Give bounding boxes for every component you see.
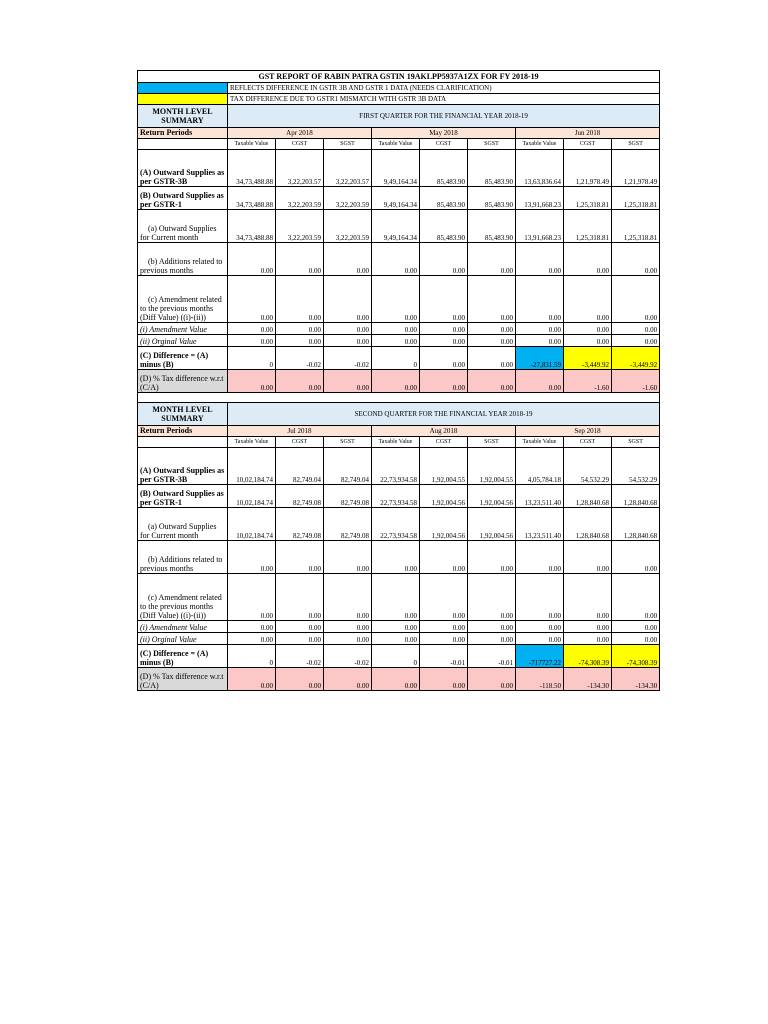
value-cell: 3,22,203.59: [324, 210, 372, 243]
value-cell: 0.00: [324, 621, 372, 633]
value-cell: 3,22,203.57: [324, 150, 372, 187]
value-cell: -0.01: [468, 645, 516, 668]
column-header: Taxable Value: [516, 437, 564, 448]
data-row-b-a: [138, 508, 660, 541]
row-label: (B) Outward Supplies as per GSTR-1: [138, 485, 228, 508]
value-cell: 0.00: [516, 621, 564, 633]
value-cell: 0.00: [372, 370, 420, 393]
value-cell: 0.00: [516, 276, 564, 323]
value-cell: 82,749.08: [324, 508, 372, 541]
value-cell: 0.00: [372, 323, 420, 335]
column-header-row: [138, 139, 660, 150]
value-cell: 0.00: [516, 243, 564, 276]
value-cell: 0.00: [516, 370, 564, 393]
value-cell: 9,49,164.34: [372, 187, 420, 210]
value-cell: 0.00: [564, 276, 612, 323]
value-cell: 1,92,004.55: [468, 448, 516, 485]
column-header: SGST: [612, 437, 660, 448]
value-cell: 0.00: [468, 633, 516, 645]
value-cell: 0.00: [228, 323, 276, 335]
value-cell: 0.00: [468, 541, 516, 574]
row-label: (A) Outward Supplies as per GSTR-3B: [138, 448, 228, 485]
value-cell: 0.00: [564, 541, 612, 574]
value-cell: 0.00: [468, 621, 516, 633]
row-label: (B) Outward Supplies as per GSTR-1: [138, 187, 228, 210]
value-cell: 0.00: [276, 574, 324, 621]
data-row-c: [138, 645, 660, 668]
data-row-b: [138, 485, 660, 508]
value-cell: 0.00: [324, 243, 372, 276]
value-cell: -0.02: [324, 645, 372, 668]
value-cell: 0.00: [324, 335, 372, 347]
value-cell: 13,23,511.40: [516, 508, 564, 541]
value-cell: 22,73,934.58: [372, 485, 420, 508]
value-cell: 0.00: [276, 633, 324, 645]
value-cell: 1,92,004.56: [420, 485, 468, 508]
value-cell: 0.00: [420, 621, 468, 633]
value-cell: 1,25,318.81: [612, 187, 660, 210]
legend-text-yellow: TAX DIFFERENCE DUE TO GSTR1 MISMATCH WITH GSTR 3B DATA: [228, 94, 660, 105]
value-cell: 0.00: [468, 276, 516, 323]
quarter-spacer: [138, 393, 660, 403]
data-row-b-c: [138, 276, 660, 323]
column-header: CGST: [564, 139, 612, 150]
value-cell: 0.00: [612, 621, 660, 633]
value-cell: 0.00: [564, 323, 612, 335]
value-cell: 3,22,203.57: [276, 150, 324, 187]
value-cell: 0.00: [420, 574, 468, 621]
value-cell: 82,749.08: [276, 508, 324, 541]
value-cell: 0.00: [612, 633, 660, 645]
value-cell: 0.00: [564, 243, 612, 276]
value-cell: 0.00: [468, 347, 516, 370]
value-cell: 1,25,318.81: [612, 210, 660, 243]
value-cell: 0.00: [468, 323, 516, 335]
value-cell: 1,92,004.56: [468, 508, 516, 541]
data-row-d: [138, 370, 660, 393]
value-cell: 0.00: [276, 370, 324, 393]
value-cell: 0.00: [420, 633, 468, 645]
value-cell: 82,749.08: [276, 485, 324, 508]
value-cell: -3,449.92: [612, 347, 660, 370]
row-label: (a) Outward Supplies for Current month: [138, 210, 228, 243]
value-cell: 34,73,488.88: [228, 210, 276, 243]
row-label: (ii) Orginal Value: [138, 335, 228, 347]
value-cell: 34,73,488.88: [228, 187, 276, 210]
row-label: (c) Amendment related to the previous months (Diff Value) ((i)-(ii)): [138, 574, 228, 621]
column-header: CGST: [420, 437, 468, 448]
data-row-i: [138, 621, 660, 633]
value-cell: 0.00: [564, 621, 612, 633]
value-cell: -0.01: [420, 645, 468, 668]
value-cell: 0: [372, 645, 420, 668]
value-cell: -74,308.39: [564, 645, 612, 668]
value-cell: 0.00: [612, 323, 660, 335]
value-cell: 0.00: [324, 370, 372, 393]
value-cell: 0.00: [420, 243, 468, 276]
data-row-a: [138, 150, 660, 187]
report-title: GST REPORT OF RABIN PATRA GSTIN 19AKLPP5937A1ZX FOR FY 2018-19: [138, 71, 660, 83]
value-cell: 1,21,978.49: [612, 150, 660, 187]
data-row-b-b: [138, 541, 660, 574]
month-label: May 2018: [372, 128, 516, 139]
value-cell: 0.00: [324, 574, 372, 621]
value-cell: -118.50: [516, 668, 564, 691]
value-cell: -0.02: [276, 645, 324, 668]
value-cell: 0.00: [372, 621, 420, 633]
value-cell: -134.30: [612, 668, 660, 691]
column-header: CGST: [276, 139, 324, 150]
value-cell: 22,73,934.58: [372, 448, 420, 485]
value-cell: 54,532.29: [564, 448, 612, 485]
column-header: SGST: [324, 139, 372, 150]
value-cell: 0.00: [372, 574, 420, 621]
value-cell: 0: [228, 347, 276, 370]
value-cell: 85,483.90: [468, 187, 516, 210]
value-cell: 0.00: [420, 335, 468, 347]
legend-swatch-blue: [138, 83, 228, 94]
value-cell: 10,02,184.74: [228, 448, 276, 485]
value-cell: 10,02,184.74: [228, 485, 276, 508]
value-cell: 0.00: [324, 633, 372, 645]
value-cell: 0.00: [276, 541, 324, 574]
value-cell: 0.00: [468, 668, 516, 691]
value-cell: 0.00: [516, 633, 564, 645]
row-label: (i) Amendment Value: [138, 621, 228, 633]
quarter-header-row: [138, 403, 660, 426]
row-label: (C) Difference = (A) minus (B): [138, 347, 228, 370]
column-header: CGST: [564, 437, 612, 448]
value-cell: 0.00: [468, 335, 516, 347]
data-row-d: [138, 668, 660, 691]
value-cell: 13,91,668.23: [516, 187, 564, 210]
value-cell: 0.00: [420, 370, 468, 393]
column-header: Taxable Value: [228, 139, 276, 150]
value-cell: 0.00: [516, 541, 564, 574]
value-cell: 0.00: [420, 347, 468, 370]
value-cell: -3,449.92: [564, 347, 612, 370]
data-row-i: [138, 323, 660, 335]
value-cell: -27,831.59: [516, 347, 564, 370]
value-cell: 3,22,203.59: [324, 187, 372, 210]
data-row-b-b: [138, 243, 660, 276]
row-label: (b) Additions related to previous months: [138, 541, 228, 574]
month-level-summary-label: MONTH LEVEL SUMMARY: [138, 403, 228, 426]
value-cell: 0.00: [276, 323, 324, 335]
column-header-blank: [138, 437, 228, 448]
row-label: (D) % Tax difference w.r.t (C/A): [138, 668, 228, 691]
row-label: (D) % Tax difference w.r.t (C/A): [138, 370, 228, 393]
value-cell: 0.00: [612, 335, 660, 347]
value-cell: 13,91,668.23: [516, 210, 564, 243]
value-cell: 0.00: [372, 335, 420, 347]
value-cell: 0.00: [228, 370, 276, 393]
value-cell: 34,73,488.88: [228, 150, 276, 187]
return-periods-row: [138, 128, 660, 139]
data-row-b-c: [138, 574, 660, 621]
value-cell: 0.00: [468, 370, 516, 393]
value-cell: 1,92,004.55: [420, 448, 468, 485]
value-cell: 85,483.90: [420, 187, 468, 210]
value-cell: 0.00: [564, 335, 612, 347]
data-row-b: [138, 187, 660, 210]
value-cell: 0.00: [228, 541, 276, 574]
column-header: Taxable Value: [372, 139, 420, 150]
month-label: Apr 2018: [228, 128, 372, 139]
legend-swatch-yellow: [138, 94, 228, 105]
value-cell: 0.00: [324, 668, 372, 691]
spacer-cell: [138, 393, 660, 403]
value-cell: 0.00: [420, 276, 468, 323]
value-cell: 1,25,318.81: [564, 187, 612, 210]
return-periods-row: [138, 426, 660, 437]
value-cell: 13,23,511.40: [516, 485, 564, 508]
value-cell: 0.00: [228, 633, 276, 645]
column-header: CGST: [420, 139, 468, 150]
value-cell: 0.00: [276, 243, 324, 276]
value-cell: -74,308.39: [612, 645, 660, 668]
value-cell: 0.00: [468, 574, 516, 621]
quarter-header-row: [138, 105, 660, 128]
value-cell: 0.00: [516, 335, 564, 347]
value-cell: -1.60: [564, 370, 612, 393]
value-cell: 1,92,004.56: [420, 508, 468, 541]
data-row-c: [138, 347, 660, 370]
row-label: (i) Amendment Value: [138, 323, 228, 335]
column-header-blank: [138, 139, 228, 150]
value-cell: 4,05,784.18: [516, 448, 564, 485]
value-cell: 1,21,978.49: [564, 150, 612, 187]
value-cell: 82,749.08: [324, 485, 372, 508]
value-cell: 82,749.04: [276, 448, 324, 485]
column-header: CGST: [276, 437, 324, 448]
value-cell: 0.00: [612, 276, 660, 323]
value-cell: 1,92,004.56: [468, 485, 516, 508]
value-cell: 0.00: [564, 574, 612, 621]
value-cell: 85,483.90: [468, 210, 516, 243]
value-cell: 10,02,184.74: [228, 508, 276, 541]
column-header: SGST: [612, 139, 660, 150]
value-cell: 0.00: [420, 668, 468, 691]
value-cell: 1,28,840.68: [612, 508, 660, 541]
value-cell: -134.30: [564, 668, 612, 691]
value-cell: 0.00: [276, 276, 324, 323]
row-label: (a) Outward Supplies for Current month: [138, 508, 228, 541]
value-cell: 85,483.90: [420, 210, 468, 243]
value-cell: 1,25,318.81: [564, 210, 612, 243]
column-header-row: [138, 437, 660, 448]
column-header: SGST: [468, 437, 516, 448]
column-header: Taxable Value: [372, 437, 420, 448]
month-label: Jul 2018: [228, 426, 372, 437]
value-cell: 9,49,164.34: [372, 210, 420, 243]
value-cell: 0.00: [228, 243, 276, 276]
value-cell: 0.00: [516, 323, 564, 335]
value-cell: -1.60: [612, 370, 660, 393]
value-cell: 0.00: [276, 668, 324, 691]
value-cell: 0.00: [612, 541, 660, 574]
value-cell: 0.00: [564, 633, 612, 645]
quarter-heading: SECOND QUARTER FOR THE FINANCIAL YEAR 2018-19: [228, 403, 660, 426]
row-label: (b) Additions related to previous months: [138, 243, 228, 276]
value-cell: 0.00: [612, 243, 660, 276]
return-periods-label: Return Periods: [138, 128, 228, 139]
month-label: Aug 2018: [372, 426, 516, 437]
value-cell: 9,49,164.34: [372, 150, 420, 187]
column-header: Taxable Value: [516, 139, 564, 150]
row-label: (C) Difference = (A) minus (B): [138, 645, 228, 668]
data-row-a: [138, 448, 660, 485]
value-cell: -717727.22: [516, 645, 564, 668]
value-cell: 0.00: [324, 276, 372, 323]
value-cell: 0.00: [420, 323, 468, 335]
value-cell: -0.02: [324, 347, 372, 370]
value-cell: 0.00: [372, 243, 420, 276]
column-header: Taxable Value: [228, 437, 276, 448]
row-label: (ii) Orginal Value: [138, 633, 228, 645]
value-cell: 3,22,203.59: [276, 187, 324, 210]
month-level-summary-label: MONTH LEVEL SUMMARY: [138, 105, 228, 128]
column-header: SGST: [468, 139, 516, 150]
month-label: Sep 2018: [516, 426, 660, 437]
value-cell: 0.00: [468, 243, 516, 276]
value-cell: 0.00: [276, 335, 324, 347]
value-cell: 0.00: [372, 633, 420, 645]
value-cell: 0.00: [516, 574, 564, 621]
value-cell: 1,28,840.68: [564, 508, 612, 541]
row-label: (A) Outward Supplies as per GSTR-3B: [138, 150, 228, 187]
value-cell: 85,483.90: [468, 150, 516, 187]
value-cell: -0.02: [276, 347, 324, 370]
data-row-ii: [138, 633, 660, 645]
value-cell: 22,73,934.58: [372, 508, 420, 541]
row-label: (c) Amendment related to the previous months (Diff Value) ((i)-(ii)): [138, 276, 228, 323]
column-header: SGST: [324, 437, 372, 448]
return-periods-label: Return Periods: [138, 426, 228, 437]
data-row-ii: [138, 335, 660, 347]
value-cell: 0.00: [228, 335, 276, 347]
value-cell: 0: [228, 645, 276, 668]
value-cell: 0.00: [372, 668, 420, 691]
value-cell: 0.00: [228, 668, 276, 691]
data-row-b-a: [138, 210, 660, 243]
value-cell: 54,532.29: [612, 448, 660, 485]
value-cell: 0: [372, 347, 420, 370]
value-cell: 85,483.90: [420, 150, 468, 187]
gst-report-table: [137, 70, 660, 691]
value-cell: 13,63,836.64: [516, 150, 564, 187]
gst-report-sheet: [137, 70, 659, 691]
value-cell: 0.00: [612, 574, 660, 621]
value-cell: 0.00: [276, 621, 324, 633]
value-cell: 0.00: [324, 323, 372, 335]
value-cell: 0.00: [420, 541, 468, 574]
value-cell: 0.00: [228, 621, 276, 633]
value-cell: 1,28,840.68: [612, 485, 660, 508]
value-cell: 82,749.04: [324, 448, 372, 485]
value-cell: 3,22,203.59: [276, 210, 324, 243]
value-cell: 0.00: [228, 574, 276, 621]
month-label: Jun 2018: [516, 128, 660, 139]
value-cell: 1,28,840.68: [564, 485, 612, 508]
legend-text-blue: REFLECTS DIFFERENCE IN GSTR 3B AND GSTR 1 DATA (NEEDS CLARIFICATION): [228, 83, 660, 94]
value-cell: 0.00: [228, 276, 276, 323]
value-cell: 0.00: [324, 541, 372, 574]
quarter-heading: FIRST QUARTER FOR THE FINANCIAL YEAR 2018-19: [228, 105, 660, 128]
value-cell: 0.00: [372, 541, 420, 574]
value-cell: 0.00: [372, 276, 420, 323]
